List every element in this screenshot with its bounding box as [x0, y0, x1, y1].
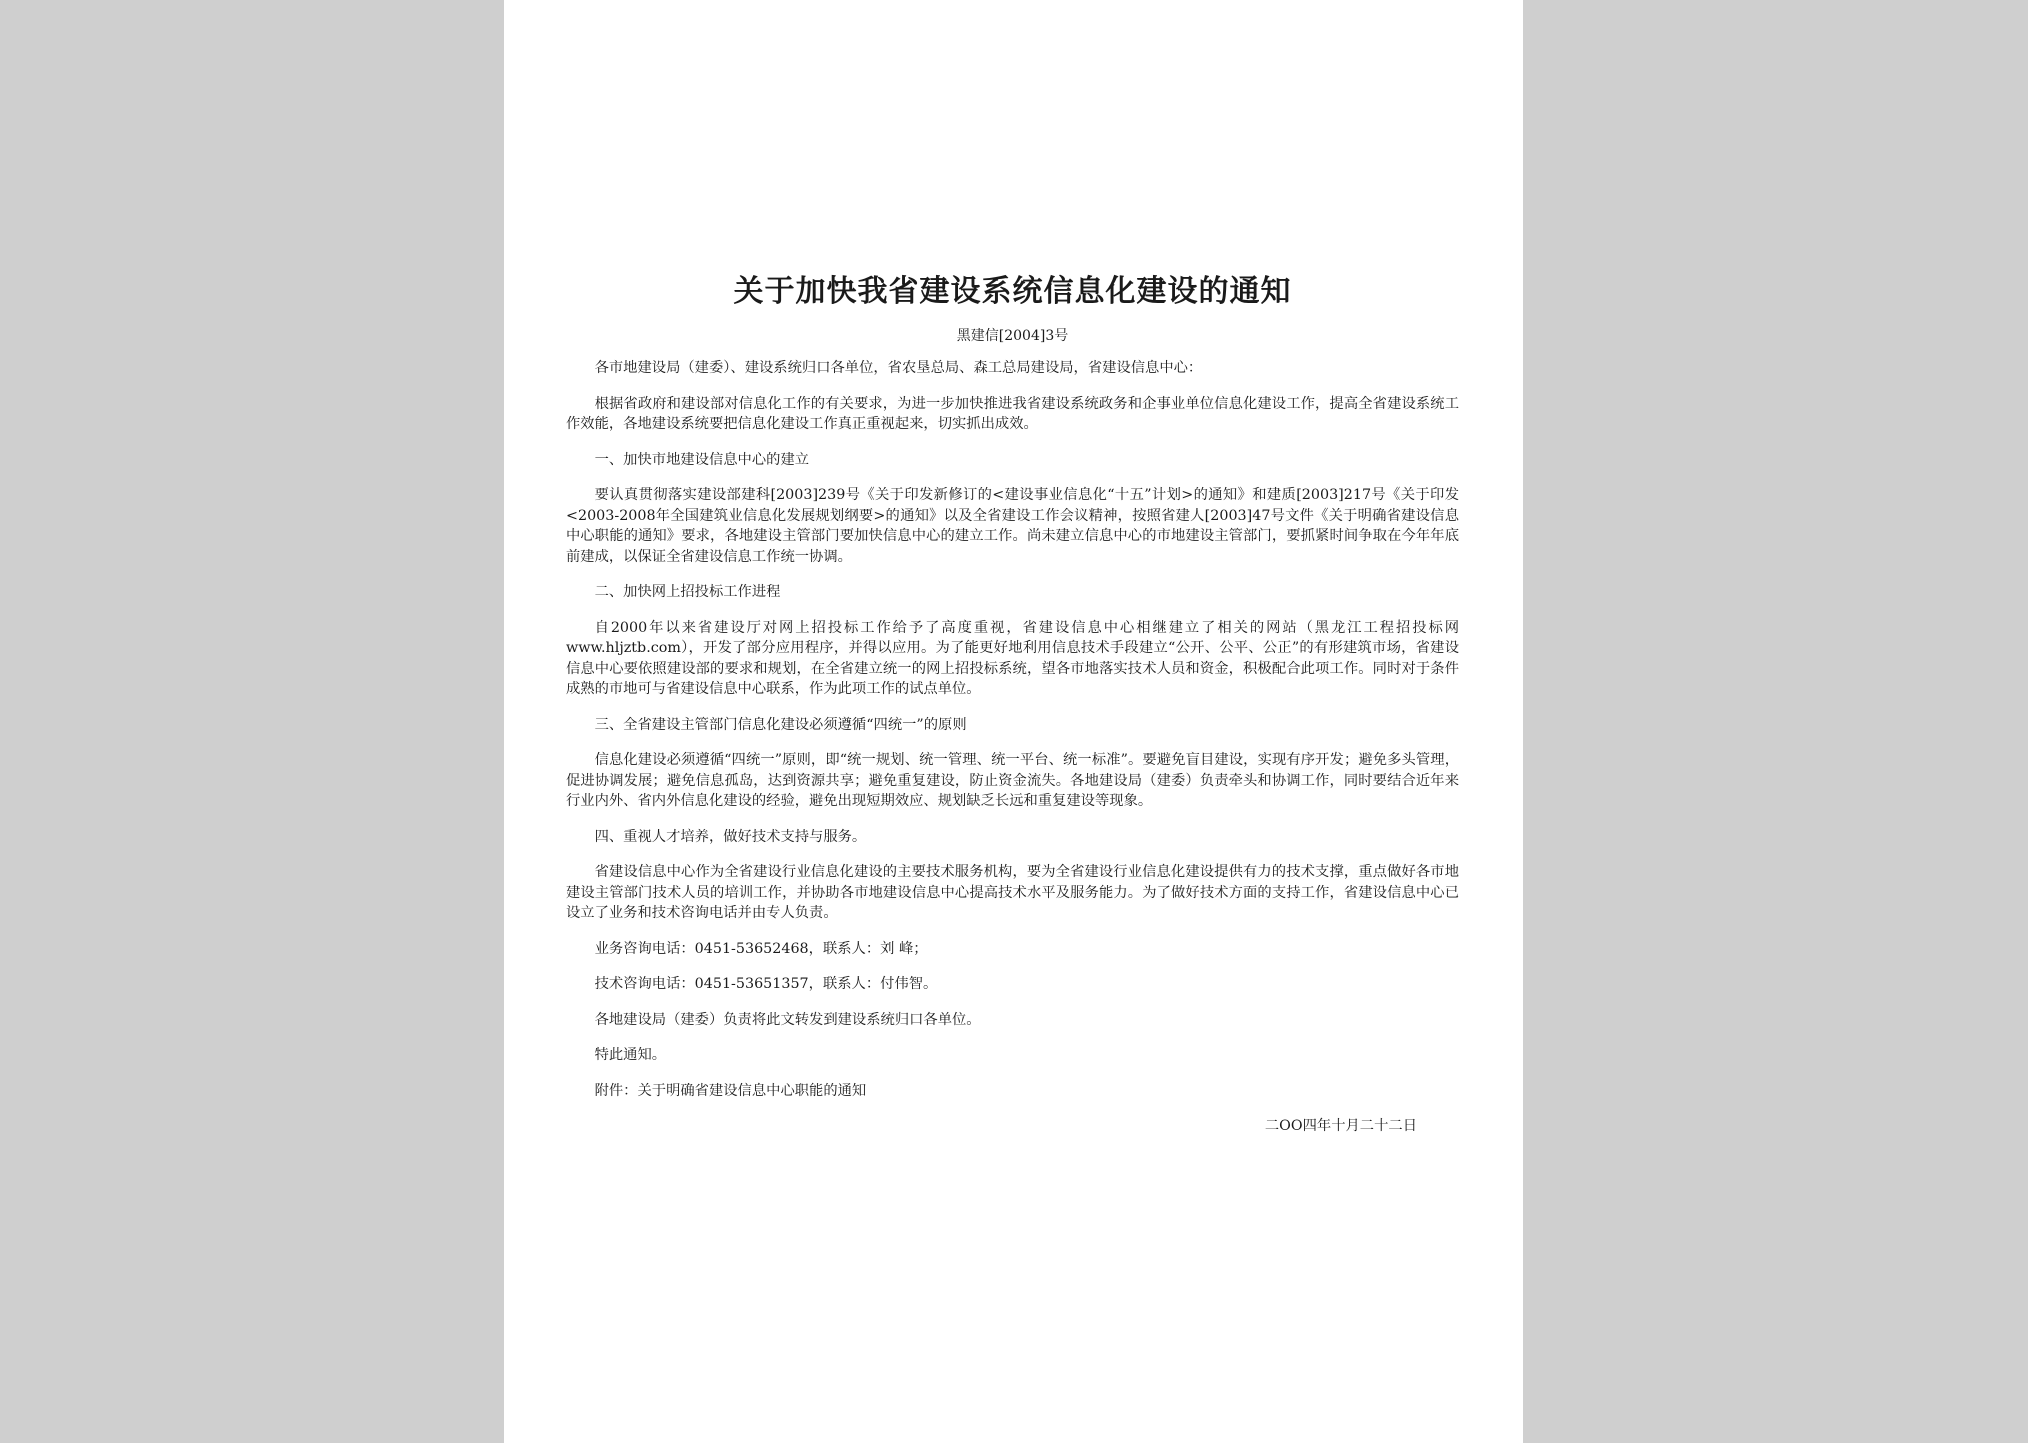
document-date: 二OO四年十月二十二日 — [1264, 1118, 1417, 1134]
section-3-body: 信息化建设必须遵循“四统一”原则，即“统一规划、统一管理、统一平台、统一标准”。要避免盲目建设，实现有序开发；避免多头管理，促进协调发展；避免信息孤岛，达到资源共享；避免重复建设，防止资金流失。各地建设局（建委）负责牵头和协调工作，同时要结合近年来行业内外、省内外信息化建设的经验，避免出现短期效应、规划缺乏长远和重复建设等现象。 — [566, 752, 1459, 809]
addressee-paragraph: 各市地建设局（建委）、建设系统归口各单位，省农垦总局、森工总局建设局，省建设信息中心： — [594, 360, 1203, 376]
section-1-body: 要认真贯彻落实建设部建科[2003]239号《关于印发新修订的<建设事业信息化“十五”计划>的通知》和建质[2003]217号《关于印发<2003-2008年全国建筑业信息化发展规划纲要>的通知》以及全省建设工作会议精神，按照省建人[2003]47号文件《关于明确省建设信息中心职能的通知》要求，各地建设主管部门要加快信息中心的建立工作。尚未建立信息中心的市地建设主管部门，要抓紧时间争取在今年年底前建成，以保证全省建设信息工作统一协调。 — [566, 487, 1459, 565]
document-number: 黑建信[2004]3号 — [956, 328, 1069, 344]
forward-note: 各地建设局（建委）负责将此文转发到建设系统归口各单位。 — [594, 1011, 981, 1028]
section-2-heading: 二、加快网上招投标工作进程 — [594, 584, 781, 600]
intro-paragraph: 根据省政府和建设部对信息化工作的有关要求，为进一步加快推进我省建设系统政务和企事业单位信息化建设工作，提高全省建设系统工作效能，各地建设系统要把信息化建设工作真正重视起来，切实抓出成效。 — [566, 395, 1459, 432]
attachment-line: 附件：关于明确省建设信息中心职能的通知 — [594, 1082, 867, 1099]
closing-line: 特此通知。 — [594, 1047, 667, 1063]
business-phone-line: 业务咨询电话：0451-53652468，联系人：刘 峰； — [594, 940, 928, 957]
tech-phone-line: 技术咨询电话：0451-53651357，联系人：付伟智。 — [594, 976, 938, 992]
section-3-heading: 三、全省建设主管部门信息化建设必须遵循“四统一”的原则 — [594, 716, 967, 733]
section-4-heading: 四、重视人才培养，做好技术支持与服务。 — [594, 828, 867, 845]
document-title: 关于加快我省建设系统信息化建设的通知 — [733, 274, 1292, 309]
section-1-heading: 一、加快市地建设信息中心的建立 — [594, 451, 810, 468]
section-4-body: 省建设信息中心作为全省建设行业信息化建设的主要技术服务机构，要为全省建设行业信息化建设提供有力的技术支撑，重点做好各市地建设主管部门技术人员的培训工作，并协助各市地建设信息中心提高技术水平及服务能力。为了做好技术方面的支持工作，省建设信息中心已设立了业务和技术咨询电话并由专人负责。 — [566, 864, 1459, 921]
document-page — [504, 0, 1523, 1443]
document-body — [566, 270, 1459, 1137]
section-2-body: 自2000年以来省建设厅对网上招投标工作给予了高度重视，省建设信息中心相继建立了相关的网站（黑龙江工程招投标网www.hljztb.com），开发了部分应用程序，并得以应用。为了能更好地利用信息技术手段建立“公开、公平、公正”的有形建筑市场，省建设信息中心要依照建设部的要求和规划，在全省建立统一的网上招投标系统，望各市地落实技术人员和资金，积极配合此项工作。同时对于条件成熟的市地可与省建设信息中心联系，作为此项工作的试点单位。 — [566, 619, 1459, 697]
